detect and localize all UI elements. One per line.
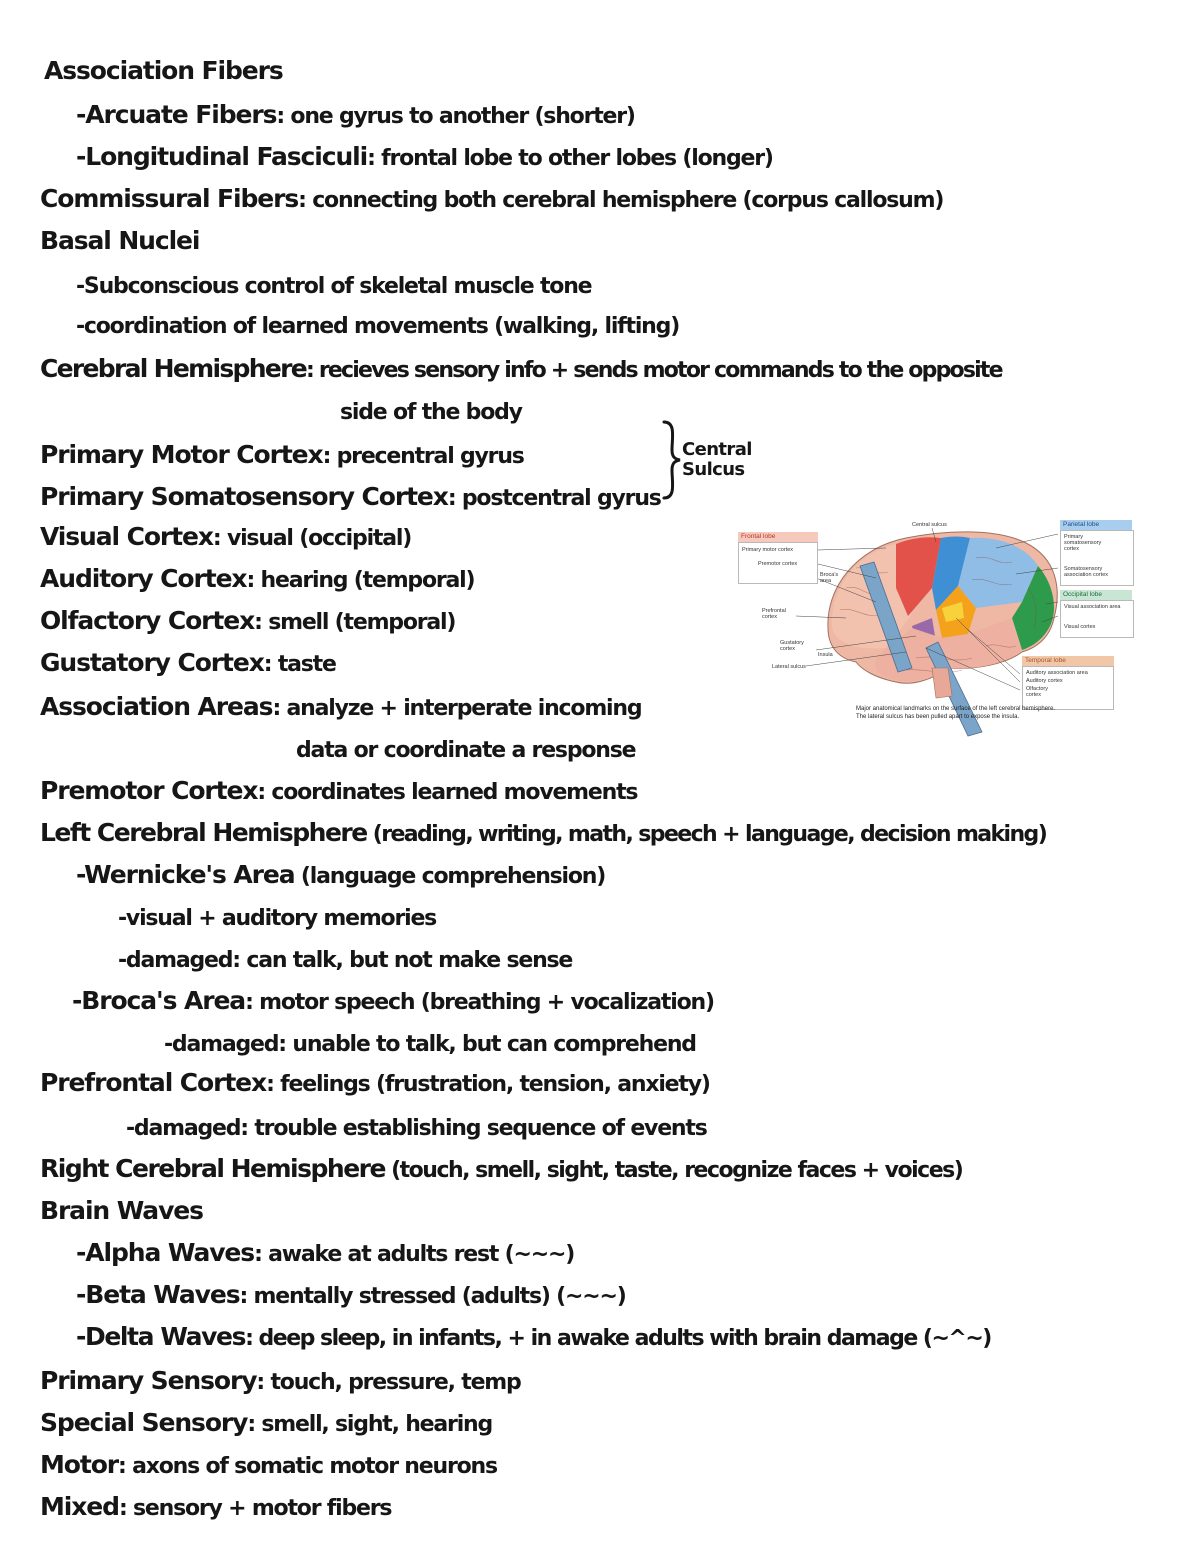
temporal-item-auditory-association: Auditory association area [1026, 670, 1088, 676]
note-wernicke-damaged: -damaged: can talk, but not make sense [118, 948, 573, 973]
parietal-item-somatosensory-association: Somatosensory association cortex [1064, 566, 1109, 578]
note-premotor-cortex: Premotor Cortex: coordinates learned movements [40, 776, 638, 805]
note-right-cerebral-hemisphere: Right Cerebral Hemisphere (touch, smell, sight, taste, recognize faces + voices) [40, 1154, 963, 1183]
note-side-of-body: side of the body [340, 400, 522, 425]
lateral-sulcus-label: Lateral sulcus [772, 664, 806, 670]
note-association-fibers: Association Fibers [44, 56, 283, 85]
note-prefrontal-cortex: Prefrontal Cortex: feelings (frustration, tension, anxiety) [40, 1068, 710, 1097]
figure-caption: Major anatomical landmarks on the surface of the left cerebral hemisphere. The lateral sulcus has been pulled apart to expose the insula. [856, 706, 1056, 720]
note-brocas-area: -Broca's Area: motor speech (breathing + vocalization) [72, 986, 714, 1015]
note-coordinate-response: data or coordinate a response [296, 738, 636, 763]
note-association-areas: Association Areas: analyze + interperate incoming [40, 692, 642, 721]
note-visual-cortex: Visual Cortex: visual (occipital) [40, 522, 412, 551]
central-sulcus-figure-label: Central sulcus [912, 522, 947, 528]
note-broca-damaged: -damaged: unable to talk, but can comprehend [164, 1032, 696, 1057]
central-sulcus-label: Central Sulcus [682, 439, 752, 480]
note-beta-waves: -Beta Waves: mentally stressed (adults) (~~~) [76, 1280, 626, 1309]
brocas-area-label: Broca's area [820, 572, 839, 584]
note-auditory-cortex: Auditory Cortex: hearing (temporal) [40, 564, 475, 593]
frontal-item-premotor: Premotor cortex [758, 561, 798, 567]
note-special-sensory: Special Sensory: smell, sight, hearing [40, 1408, 493, 1437]
temporal-item-olfactory-cortex: Olfactory cortex [1026, 686, 1049, 698]
temporal-item-auditory-cortex: Auditory cortex [1026, 678, 1063, 684]
temporal-lobe-title: Temporal lobe [1022, 656, 1114, 666]
note-wernickes-area: -Wernicke's Area (language comprehension) [76, 860, 606, 889]
insula-label: Insula [818, 652, 833, 658]
note-learned-movements: -coordination of learned movements (walking, lifting) [76, 314, 680, 339]
occipital-item-visual-association: Visual association area [1064, 604, 1121, 610]
gustatory-cortex-label: Gustatory cortex [780, 640, 804, 652]
note-primary-sensory: Primary Sensory: touch, pressure, temp [40, 1366, 521, 1395]
note-alpha-waves: -Alpha Waves: awake at adults rest (~~~) [76, 1238, 575, 1267]
frontal-lobe-title: Frontal lobe [738, 532, 818, 542]
note-primary-motor-cortex: Primary Motor Cortex: precentral gyrus [40, 440, 524, 469]
parietal-item-primary-somatosensory: Primary somatosensory cortex [1064, 534, 1102, 552]
note-motor: Motor: axons of somatic motor neurons [40, 1450, 497, 1479]
note-delta-waves: -Delta Waves: deep sleep, in infants, + in awake adults with brain damage (~^~) [76, 1322, 991, 1351]
brain-lobes-figure [736, 518, 1136, 740]
note-mixed: Mixed: sensory + motor fibers [40, 1492, 392, 1521]
note-prefrontal-damaged: -damaged: trouble establishing sequence of events [126, 1116, 707, 1141]
curly-brace-icon [660, 420, 684, 500]
note-arcuate-fibers: -Arcuate Fibers: one gyrus to another (shorter) [76, 100, 635, 129]
note-commissural-fibers: Commissural Fibers: connecting both cerebral hemisphere (corpus callosum) [40, 184, 944, 213]
note-basal-nuclei: Basal Nuclei [40, 226, 200, 255]
frontal-item-primary-motor: Primary motor cortex [742, 547, 794, 553]
occipital-lobe-title: Occipital lobe [1060, 590, 1132, 600]
note-left-cerebral-hemisphere: Left Cerebral Hemisphere (reading, writing, math, speech + language, decision making) [40, 818, 1047, 847]
note-olfactory-cortex: Olfactory Cortex: smell (temporal) [40, 606, 456, 635]
note-longitudinal-fasciculi: -Longitudinal Fasciculi: frontal lobe to other lobes (longer) [76, 142, 773, 171]
parietal-lobe-title: Parietal lobe [1060, 520, 1132, 530]
note-visual-auditory-memories: -visual + auditory memories [118, 906, 437, 931]
note-gustatory-cortex: Gustatory Cortex: taste [40, 648, 336, 677]
note-subconscious-control: -Subconscious control of skeletal muscle tone [76, 274, 592, 299]
prefrontal-cortex-label: Prefrontal cortex [762, 608, 786, 620]
note-brain-waves: Brain Waves [40, 1196, 203, 1225]
occipital-item-visual-cortex: Visual cortex [1064, 624, 1096, 630]
note-cerebral-hemisphere: Cerebral Hemisphere: recieves sensory info + sends motor commands to the opposite [40, 354, 1002, 383]
note-primary-somatosensory-cortex: Primary Somatosensory Cortex: postcentral gyrus [40, 482, 661, 511]
